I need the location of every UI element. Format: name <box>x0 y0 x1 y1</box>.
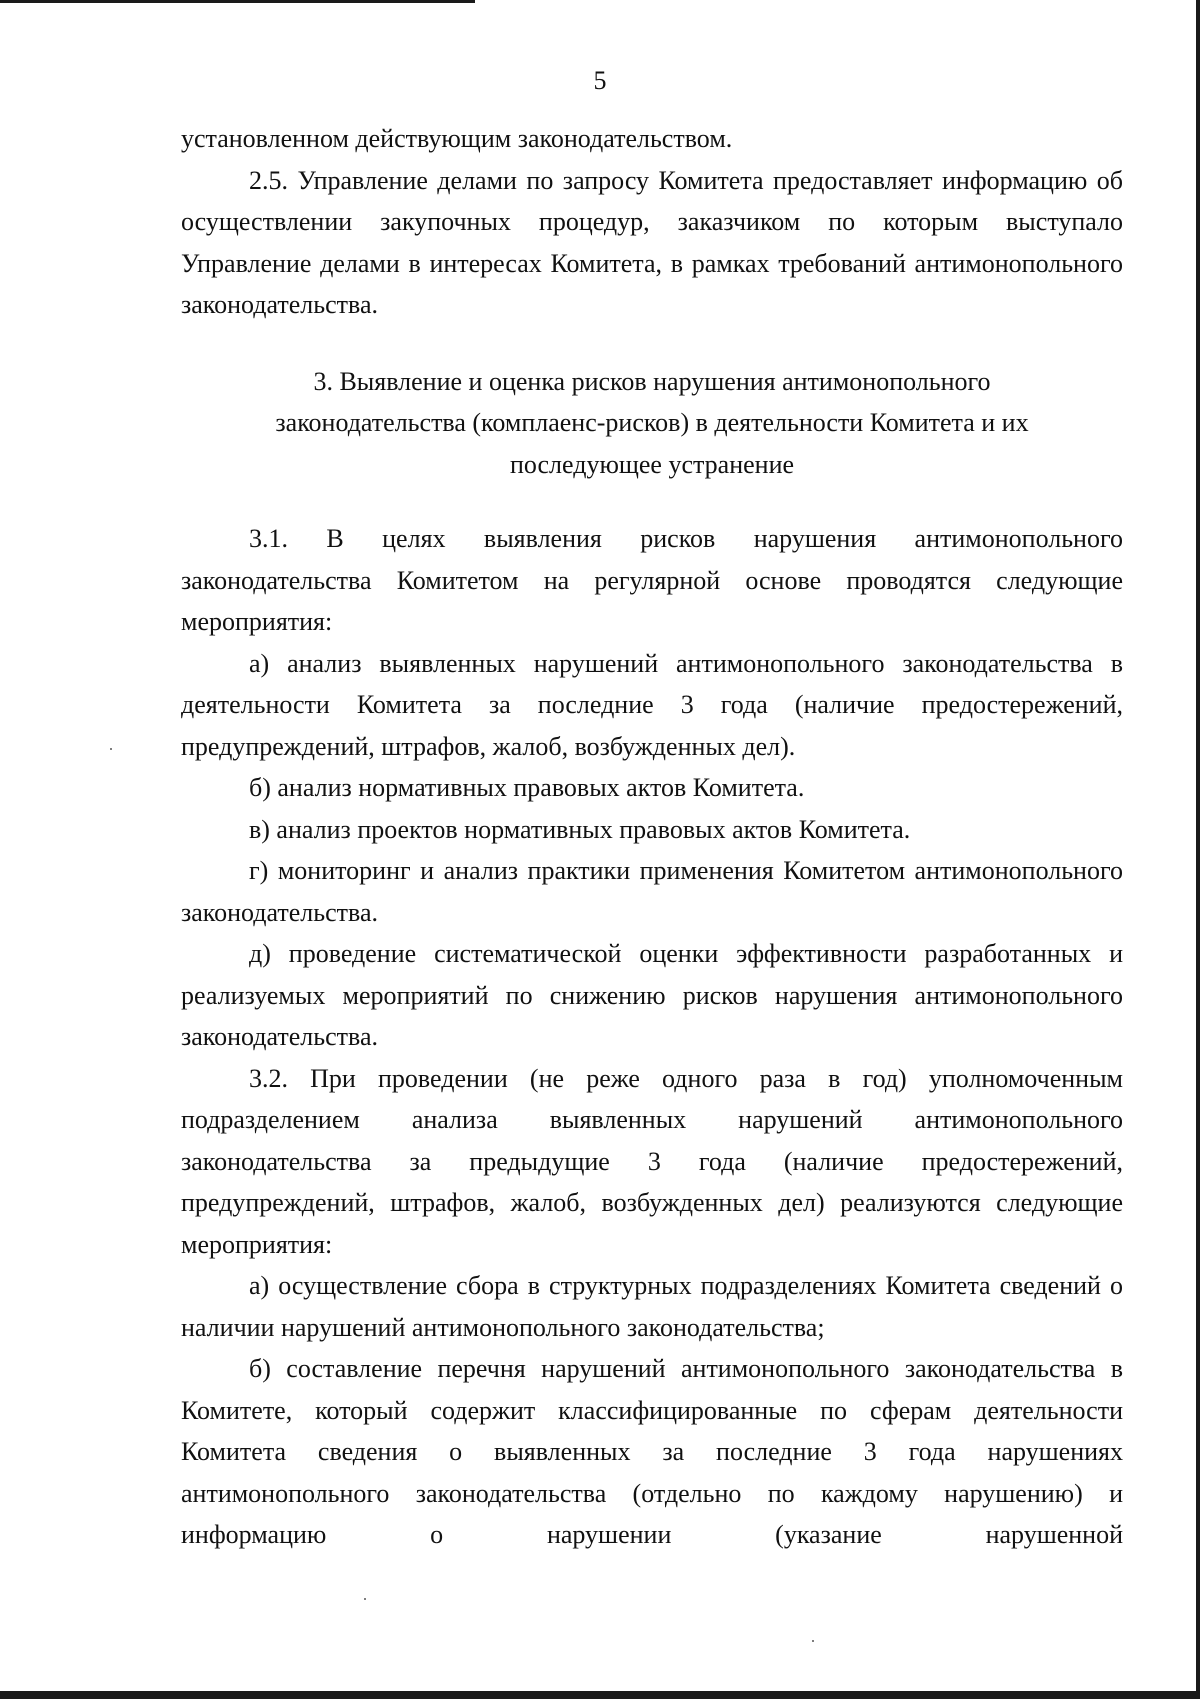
scan-edge-right <box>1196 0 1200 1699</box>
paragraph-3-1: 3.1. В целях выявления рисков нарушения антимонопольного законодательства Комитетом на регулярной основе проводятся следующие мероприятия: <box>181 524 1123 636</box>
list-item-a: а) анализ выявленных нарушений антимонопольного законодательства в деятельности Комитета за последние 3 года (наличие предостережений, предупреждений, штрафов, жалоб, возбужденных дел). <box>181 648 1123 761</box>
scan-speck <box>364 1598 366 1600</box>
scan-speck <box>110 748 112 750</box>
scan-speck <box>812 1640 814 1642</box>
section-heading-3: 3. Выявление и оценка рисков нарушения антимонопольного законодательства (комплаенс-рисков) в деятельности Комитета и их последующее устранение <box>275 366 1029 479</box>
paragraph-continuation: установленном действующим законодательством. <box>181 124 733 153</box>
scan-edge-top <box>0 0 475 3</box>
paragraph-3-2: 3.2. При проведении (не реже одного раза в год) уполномоченным подразделением анализа выявленных нарушений антимонопольного законодательства за предыдущие 3 года (наличие предостережений, предупреждений, штрафов, жалоб, возбужденных дел) реализуются следующие мероприятия: <box>181 1063 1123 1259</box>
document-body <box>181 118 1123 1556</box>
list-item-g: г) мониторинг и анализ практики применения Комитетом антимонопольного законодательства. <box>181 856 1123 927</box>
list-item-d: д) проведение систематической оценки эффективности разработанных и реализуемых мероприятий по снижению рисков нарушения антимонопольного законодательства. <box>181 939 1123 1051</box>
list-item-a-3-2: а) осуществление сбора в структурных подразделениях Комитета сведений о наличии нарушений антимонопольного законодательства; <box>181 1271 1123 1342</box>
list-item-b-3-2: б) составление перечня нарушений антимонопольного законодательства в Комитете, который содержит классифицированные по сферам деятельности Комитета сведения о выявленных за последние 3 года нарушениях антимонопольного законодательства (отдельно по каждому нарушению) и информацию о нарушении (указание нарушенной <box>181 1354 1123 1549</box>
paragraph-2-5: 2.5. Управление делами по запросу Комитета предоставляет информацию об осуществлении закупочных процедур, заказчиком по которым выступало Управление делами в интересах Комитета, в рамках требований антимонопольного законодательства. <box>181 165 1123 319</box>
page-number: 5 <box>593 66 607 95</box>
list-item-b: б) анализ нормативных правовых актов Комитета. <box>249 773 805 802</box>
list-item-v: в) анализ проектов нормативных правовых актов Комитета. <box>249 814 911 844</box>
scan-edge-bottom <box>0 1691 1200 1699</box>
